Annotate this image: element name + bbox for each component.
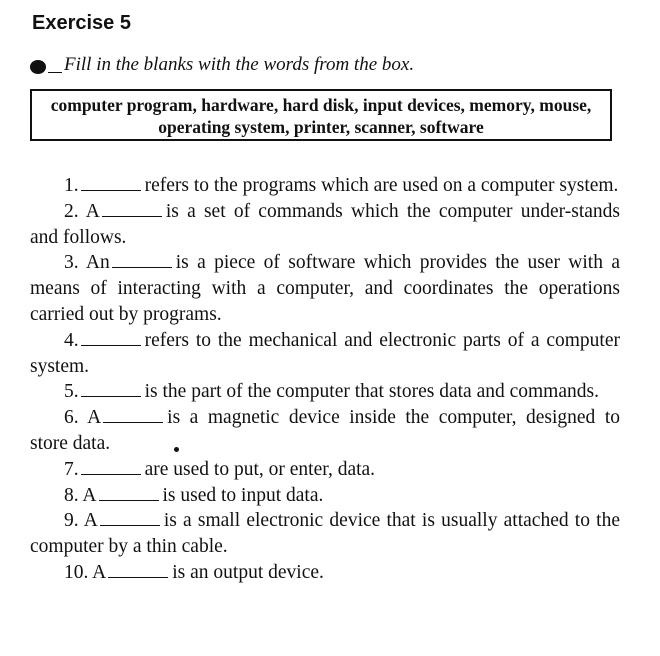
answer-blank[interactable] (81, 330, 141, 346)
exercise-item-5 (30, 379, 620, 405)
item-text: is the part of the computer that stores data and commands. (144, 381, 599, 403)
item-number: 1. (64, 175, 79, 196)
underline-mark (48, 58, 62, 73)
item-text: is a piece of software which provides the user with a means of interacting with a computer, and coordinates the operations carried out by programs. (30, 252, 620, 325)
exercise-items (30, 173, 620, 586)
item-text: are used to put, or enter, data. (144, 458, 376, 480)
answer-blank[interactable] (103, 407, 163, 423)
exercise-item-4 (30, 328, 620, 380)
item-text: is an output device. (172, 561, 324, 583)
item-text: is a magnetic device inside the computer, designed to store data. (30, 407, 620, 454)
item-number: 2. A (64, 200, 100, 222)
bullet-icon (30, 60, 46, 74)
word-box-line-2: operating system, printer, scanner, software (158, 117, 484, 137)
item-number: 9. A (64, 510, 98, 532)
exercise-item-8 (30, 483, 620, 509)
item-text: refers to the programs which are used on a computer system. (144, 175, 619, 196)
answer-blank[interactable] (81, 175, 141, 191)
word-box (30, 89, 612, 141)
item-number: 8. A (64, 484, 97, 506)
exercise-item-9 (30, 508, 620, 560)
answer-blank[interactable] (108, 562, 168, 578)
exercise-item-7 (30, 457, 620, 483)
exercise-title: Exercise 5 (32, 12, 131, 34)
answer-blank[interactable] (102, 201, 162, 217)
item-number: 5. (64, 381, 79, 403)
answer-blank[interactable] (100, 510, 160, 526)
exercise-item-3 (30, 250, 620, 327)
item-number: 7. (64, 458, 79, 480)
answer-blank[interactable] (81, 381, 141, 397)
item-number: 10. A (64, 561, 107, 583)
answer-blank[interactable] (81, 459, 141, 475)
item-text: is a set of commands which the computer under-stands and follows. (30, 200, 621, 248)
stray-dot-mark (174, 447, 179, 452)
item-number: 3. An (64, 252, 110, 274)
item-text: is a small electronic device that is usually attached to the computer by a thin cable. (30, 510, 620, 558)
item-number: 4. (64, 329, 79, 351)
item-text: refers to the mechanical and electronic parts of a computer system. (30, 329, 620, 377)
answer-blank[interactable] (99, 485, 159, 501)
answer-blank[interactable] (112, 252, 172, 268)
item-number: 6. A (64, 407, 102, 429)
item-text: is used to input data. (162, 484, 324, 506)
word-box-line-1: computer program, hardware, hard disk, input devices, memory, mouse, (50, 95, 592, 115)
exercise-item-1 (30, 173, 620, 199)
exercise-item-2 (30, 199, 620, 251)
exercise-item-10 (30, 560, 620, 586)
instruction-line (30, 53, 414, 77)
instruction-text: Fill in the blanks with the words from the box. (64, 54, 415, 75)
exercise-item-6 (30, 405, 620, 457)
